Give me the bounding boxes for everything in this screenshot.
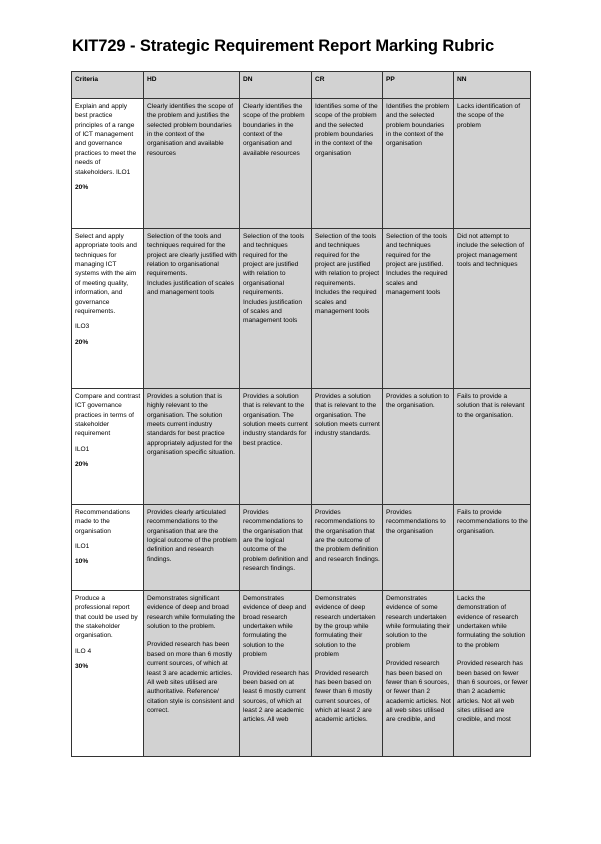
column-header-cr: CR: [312, 72, 383, 99]
hd-cell: [144, 389, 240, 505]
criterion-text: Recommendations made to the organisation: [75, 509, 130, 535]
column-header-dn: DN: [240, 72, 312, 99]
criterion-text: Select and apply appropriate tools and techniques for managing ICT systems with the aim of meeting quality, information, and governance requirements.: [75, 233, 137, 315]
hd-cell: [144, 591, 240, 757]
hd-cell: [144, 505, 240, 591]
ilo-label: ILO1: [75, 445, 90, 453]
nn-cell: [454, 591, 531, 757]
table-row: [72, 229, 531, 389]
table-row: [72, 591, 531, 757]
pp-cell: [383, 229, 454, 389]
descriptor-text: Clearly identifies the scope of the problem boundaries in the context of the organisation and available resources: [243, 103, 305, 157]
descriptor-text: Lacks the demonstration of evidence of research undertaken while formulating the solution to the problem: [457, 595, 526, 649]
criterion-text: Produce a professional report that could be used by the stakeholder organisation.: [75, 595, 138, 640]
weight-label: 20%: [75, 461, 89, 469]
column-header-criteria: Criteria: [72, 72, 144, 99]
rubric-table: [71, 71, 531, 757]
table-row: [72, 389, 531, 505]
dn-cell: [240, 591, 312, 757]
criteria-cell: [72, 99, 144, 229]
table-row: [72, 505, 531, 591]
descriptor-text: Provides recommendations to the organisation that are the logical outcome of the problem definition and research findings.: [243, 509, 308, 573]
descriptor-text: Provides a solution that is relevant to the organisation. The solution meets current industry standards for best practice.: [243, 393, 308, 447]
descriptor-text: Demonstrates evidence of deep research undertaken by the group while formulating their solution to the problem: [315, 595, 376, 659]
descriptor-text: Provides recommendations to the organisation: [386, 509, 446, 535]
descriptor-text: Provides recommendations to the organisation that are the outcome of the problem definition and research findings.: [315, 509, 380, 563]
header-row: [72, 72, 531, 99]
dn-cell: [240, 229, 312, 389]
descriptor-text: Provides a solution that is highly relevant to the organisation. The solution meets current industry standards for best practice appropriately adjusted for the organisation specific situation.: [147, 393, 235, 457]
weight-label: 30%: [75, 663, 89, 671]
descriptor-text: Provided research has been based on fewer than 6 mostly current sources, of which at least 2 are academic articles.: [315, 669, 373, 724]
ilo-label: ILO 4: [75, 647, 92, 655]
descriptor-text: Demonstrates evidence of some research undertaken while formulating their solution to the problem: [386, 595, 451, 649]
descriptor-text: Provides a solution that is relevant to the organisation. The solution meets current industry standards.: [315, 393, 380, 438]
descriptor-text: Fails to provide a solution that is relevant to the organisation.: [457, 393, 525, 419]
hd-cell: [144, 229, 240, 389]
table-row: [72, 99, 531, 229]
criteria-cell: [72, 229, 144, 389]
weight-label: 10%: [75, 558, 89, 566]
column-header-hd: HD: [144, 72, 240, 99]
column-header-pp: PP: [383, 72, 454, 99]
descriptor-text: Provided research has been based on fewer than 6 sources, or fewer than 2 academic articles. Not all web sites utilised are credible, and: [386, 660, 451, 724]
criteria-cell: [72, 389, 144, 505]
cr-cell: [312, 389, 383, 505]
descriptor-text: Provided research has been based on fewer than 6 sources, or fewer than 2 academic articles. Not all web sites utilised are credible, and most: [457, 660, 528, 724]
ilo-label: ILO3: [75, 323, 90, 331]
cr-cell: [312, 99, 383, 229]
descriptor-text: Selection of the tools and techniques required for the project are justified with relation to organisational requirements. Includes justification of scales and management tools: [243, 233, 305, 325]
descriptor-text: Provides a solution to the organisation.: [386, 393, 450, 410]
weight-label: 20%: [75, 183, 89, 191]
descriptor-text: Identifies some of the scope of the problem and the selected problem boundaries in the context of the organisation: [315, 103, 378, 157]
criterion-text: Compare and contrast ICT governance practices in terms of stakeholder requirement: [75, 393, 141, 438]
criteria-cell: [72, 505, 144, 591]
descriptor-text: Demonstrates evidence of deep and broad research undertaken while formulating the solution to the problem: [243, 595, 307, 659]
descriptor-text: Provides clearly articulated recommendations to the organisation that are the logical outcome of the problem definition and research findings.: [147, 509, 237, 563]
descriptor-text: Demonstrates significant evidence of deep and broad research while formulating the solution to the problem.: [147, 595, 235, 631]
dn-cell: [240, 505, 312, 591]
cr-cell: [312, 505, 383, 591]
nn-cell: [454, 99, 531, 229]
page-title: KIT729 - Strategic Requirement Report Marking Rubric: [72, 37, 495, 55]
descriptor-text: Lacks identification of the scope of the problem: [457, 103, 521, 129]
nn-cell: [454, 229, 531, 389]
criteria-cell: [72, 591, 144, 757]
criterion-text: Explain and apply best practice principles of a range of ICT management and governance practices to meet the needs of stakeholders. ILO1: [75, 103, 137, 176]
pp-cell: [383, 591, 454, 757]
pp-cell: [383, 99, 454, 229]
column-header-nn: NN: [454, 72, 531, 99]
descriptor-text: Clearly identifies the scope of the problem and justifies the selected problem boundaries in the context of the organisation and available resources: [147, 103, 234, 157]
descriptor-text: Did not attempt to include the selection of project management tools and techniques: [457, 233, 525, 269]
descriptor-text: Identifies the problem and the selected problem boundaries in the context of the organisation: [386, 103, 450, 148]
weight-label: 20%: [75, 338, 89, 346]
pp-cell: [383, 389, 454, 505]
descriptor-text: Fails to provide recommendations to the organisation.: [457, 509, 528, 535]
nn-cell: [454, 389, 531, 505]
nn-cell: [454, 505, 531, 591]
descriptor-text: Selection of the tools and techniques required for the project are clearly justified with relation to organisational requirements. Includes justification of scales and management tools: [147, 233, 237, 297]
dn-cell: [240, 389, 312, 505]
hd-cell: [144, 99, 240, 229]
descriptor-text: Provided research has been based on at least 6 mostly current sources, of which at least 2 are academic articles. All web: [243, 669, 309, 724]
pp-cell: [383, 505, 454, 591]
descriptor-text: Provided research has been based on more than 6 mostly current sources, of which at least 3 are academic articles. All web sites utilised are authoritative. Reference/ citation style is consistent and correct.: [147, 641, 235, 714]
cr-cell: [312, 229, 383, 389]
cr-cell: [312, 591, 383, 757]
descriptor-text: Selection of the tools and techniques required for the project are justified. Includes the required scales and management tools: [386, 233, 448, 297]
descriptor-text: Selection of the tools and techniques required for the project are justified with relation to project requirements. Includes the required scales and management tools: [315, 233, 380, 315]
ilo-label: ILO1: [75, 543, 90, 551]
dn-cell: [240, 99, 312, 229]
